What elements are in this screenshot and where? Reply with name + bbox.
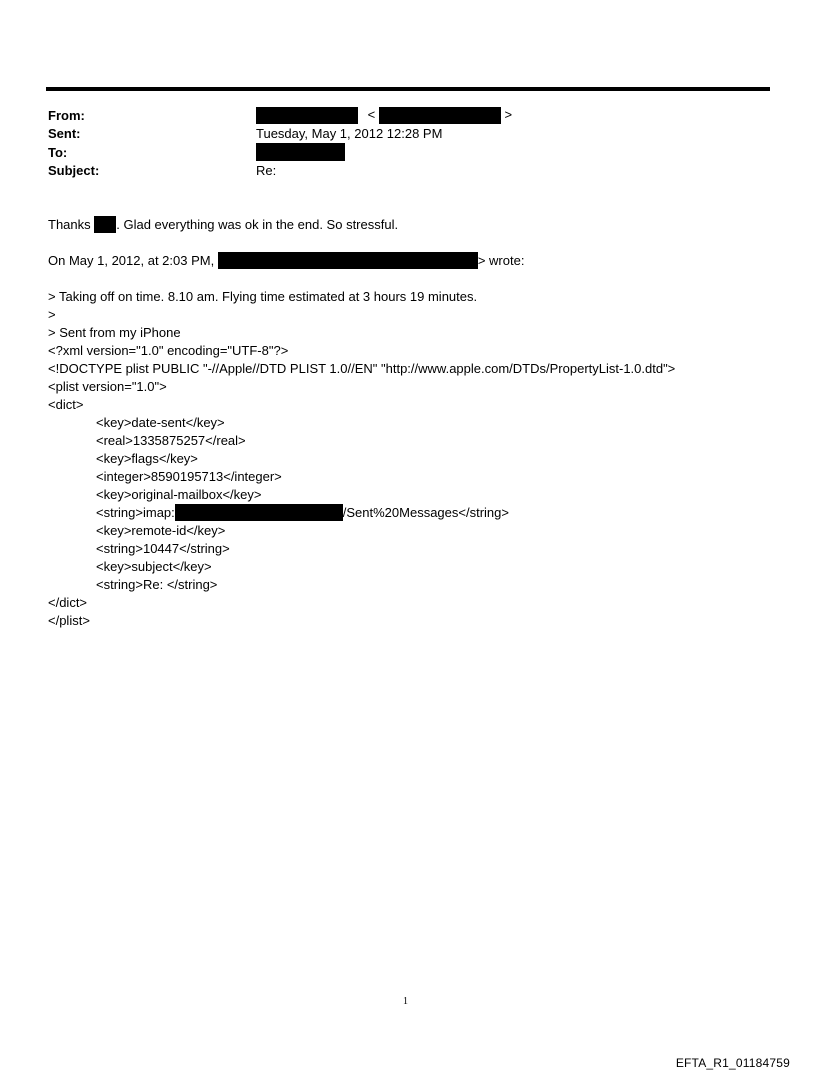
xml-key-remote-id: <key>remote-id</key> <box>96 523 226 538</box>
quote-line-1: > Taking off on time. 8.10 am. Flying time estimated at 3 hours 19 minutes. <box>48 289 478 304</box>
on-suffix: > wrote: <box>477 253 525 268</box>
subject-value: Re: <box>256 163 277 178</box>
xml-key-original-mailbox: <key>original-mailbox</key> <box>96 487 262 502</box>
xml-declaration: <?xml version="1.0" encoding="UTF-8"?> <box>48 343 289 358</box>
xml-key-subject: <key>subject</key> <box>96 559 212 574</box>
on-prefix: On May 1, 2012, at 2:03 PM, <box>48 253 215 268</box>
thanks-line <box>48 216 398 233</box>
to-label: To: <box>48 145 68 160</box>
xml-dict-close: </dict> <box>48 595 88 610</box>
xml-integer: <integer>8590195713</integer> <box>96 469 282 484</box>
page-number: 1 <box>403 996 408 1007</box>
xml-string-imap <box>96 504 509 521</box>
xml-doctype: <!DOCTYPE plist PUBLIC "-//Apple//DTD PLIST 1.0//EN" "http://www.apple.com/DTDs/PropertyList-1.0.dtd"> <box>48 361 676 376</box>
document-id: EFTA_R1_01184759 <box>675 1056 790 1070</box>
from-gt: > <box>504 107 513 122</box>
from-label: From: <box>48 108 85 123</box>
xml-dict-open: <dict> <box>48 397 84 412</box>
from-lt: < <box>367 107 376 122</box>
redaction-thanks-name <box>94 216 116 233</box>
xml-plist-close: </plist> <box>48 613 90 628</box>
redaction-imap <box>175 504 343 521</box>
redaction-sender <box>218 252 478 269</box>
imap-prefix: <string>imap: <box>96 505 175 520</box>
top-rule <box>46 87 770 91</box>
subject-label: Subject: <box>48 163 100 178</box>
from-value <box>256 107 512 124</box>
redaction-from-name <box>256 107 358 124</box>
quote-line-3: > Sent from my iPhone <box>48 325 181 340</box>
redaction-to <box>256 143 345 161</box>
xml-string-remote-id: <string>10447</string> <box>96 541 230 556</box>
sent-value: Tuesday, May 1, 2012 12:28 PM <box>256 126 443 141</box>
sent-label: Sent: <box>48 126 81 141</box>
quote-line-2: > <box>48 307 56 322</box>
imap-suffix: /Sent%20Messages</string> <box>342 505 509 520</box>
xml-real: <real>1335875257</real> <box>96 433 246 448</box>
xml-key-date-sent: <key>date-sent</key> <box>96 415 225 430</box>
thanks-prefix: Thanks <box>48 217 91 232</box>
thanks-suffix: . Glad everything was ok in the end. So stressful. <box>116 217 399 232</box>
xml-string-subject: <string>Re: </string> <box>96 577 218 592</box>
on-date-line <box>48 252 524 269</box>
redaction-from-email <box>379 107 501 124</box>
xml-plist-open: <plist version="1.0"> <box>48 379 167 394</box>
xml-key-flags: <key>flags</key> <box>96 451 198 466</box>
